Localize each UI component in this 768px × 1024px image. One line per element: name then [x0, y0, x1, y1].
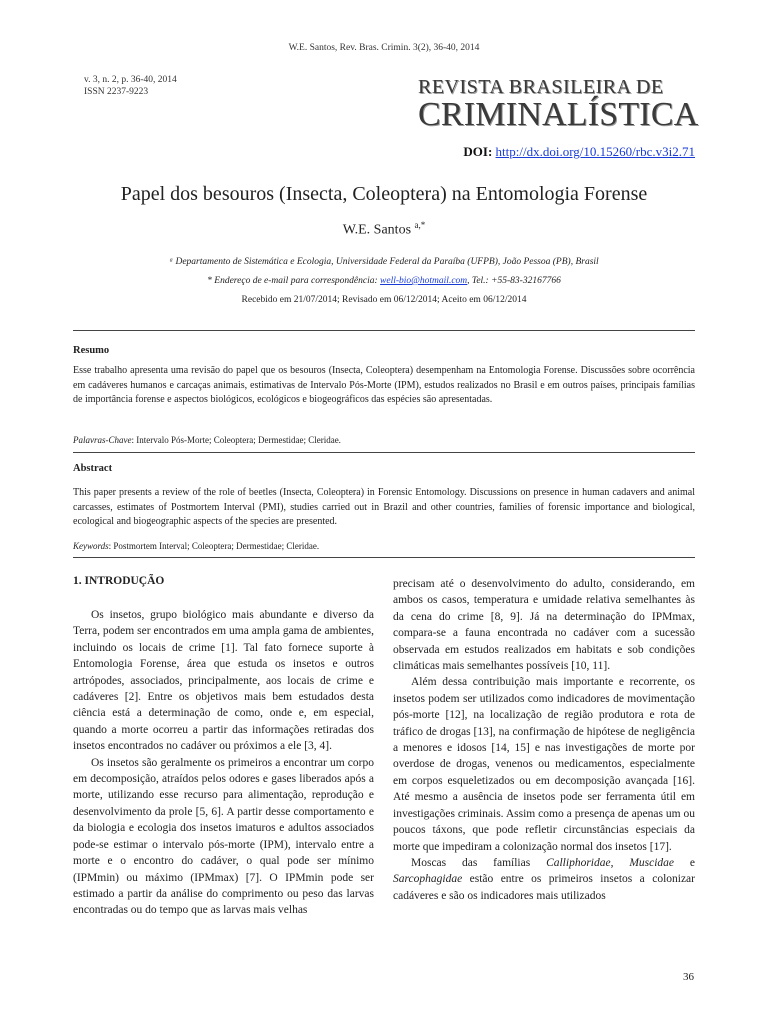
divider [73, 330, 695, 331]
volume-line: v. 3, n. 2, p. 36-40, 2014 [84, 75, 177, 85]
journal-logo [418, 76, 699, 133]
logo-line2: CRIMINALÍSTICA [418, 96, 699, 133]
issn-line: ISSN 2237-9223 [84, 87, 149, 97]
corr-email-link[interactable]: well-bio@hotmail.com [380, 276, 468, 286]
author-name: W.E. Santos [342, 222, 412, 238]
left-column [73, 607, 374, 919]
corr-tel: , Tel.: +55-83-32167766 [467, 276, 561, 286]
paragraph: Os insetos, grupo biológico mais abundante e diverso da Terra, podem ser encontrados em uma ampla gama de ambientes, incluindo os locais de crime [1]. Tal fato fornece suporte à Entomologia Forense, área que estuda os insetos e outros artrópodes, associados, principalmente, aos locais de crime e cadáveres [2]. Entre os objetivos mais bem estudados desta ciência está a determinação de como, onde e, em especial, quando a morte ocorreu a partir das informações retiradas dos insetos encontrados no cadáver ou próximos a ele [3, 4]. [73, 609, 374, 753]
article-title: Papel dos besouros (Insecta, Coleoptera) na Entomologia Forense [120, 183, 648, 205]
divider [73, 452, 695, 453]
section-heading: 1. INTRODUÇÃO [73, 575, 165, 587]
abstract-heading: Abstract [73, 463, 113, 474]
paragraph: precisam até o desenvolvimento do adulto, considerando, em ambos os casos, temperatura e umidade relativa semelhantes às da cena do crime [8, 9]. Já na determinação do IPMmax, compara-se a fauna encontrada no cadáver com a sucessão observada em estudos realizados em habitats e sob condições climáticas mais semelhantes possíveis [10, 11]. [393, 578, 695, 673]
family-name: Sarcophagidae [393, 873, 463, 886]
logo-line1: REVISTA BRASILEIRA DE [418, 76, 664, 98]
kw-text: : Postmortem Interval; Coleoptera; Dermestidae; Cleridae. [108, 541, 320, 551]
divider [73, 557, 695, 558]
family-name: Muscidae [629, 856, 675, 869]
doi-label: DOI: [463, 144, 493, 159]
text-run: Moscas das famílias [411, 856, 547, 869]
kw-label: Keywords [73, 541, 109, 551]
resumo-heading: Resumo [73, 345, 110, 356]
resumo-keywords [73, 435, 695, 445]
correspondence [0, 276, 768, 286]
corr-prefix: * Endereço de e-mail para correspondência: [207, 276, 378, 286]
text-run: estão entre os primeiros insetos a colonizar cadáveres e são os indicadores mais utilizados [393, 873, 695, 902]
author-sup: a,* [414, 220, 426, 230]
paragraph: Os insetos são geralmente os primeiros a encontrar um corpo em decomposição, atraídos pelos odores e gases liberados após a morte, utilizando esse recurso para alimentação, reprodução e desenvolvimento da prole [5, 6]. A partir desse comportamento e da biologia e ecologia dos insetos imaturos e adultos associados pode-se estimar o intervalo pós-morte (IPM), intervalo entre a morte e o encontro do cadáver, o qual pode ser mínimo (IPMmin) ou máximo (IPMmax) [7]. O IPMmin pode ser estimado a partir da análise do comprimento ou peso das larvas encontradas ou do tempo que as larvas mais velhas [73, 756, 374, 917]
doi-line [463, 144, 695, 160]
page-number: 36 [683, 971, 694, 983]
author-line [0, 220, 768, 239]
text-run: , [610, 856, 630, 869]
right-column [393, 576, 695, 904]
article-dates: Recebido em 21/07/2014; Revisado em 06/12/2014; Aceito em 06/12/2014 [241, 295, 527, 305]
affiliation: ᵃ Departamento de Sistemática e Ecologia, Universidade Federal da Paraíba (UFPB), João Pessoa (PB), Brasil [169, 257, 599, 267]
running-header: W.E. Santos, Rev. Bras. Crimin. 3(2), 36-40, 2014 [288, 43, 480, 53]
family-name: Calliphoridae [546, 856, 611, 869]
paragraph [393, 855, 695, 904]
kw-label: Palavras-Chave [73, 435, 132, 445]
text-run: e [674, 856, 696, 869]
doi-link[interactable]: http://dx.doi.org/10.15260/rbc.v3i2.71 [495, 144, 695, 159]
paragraph: Além dessa contribuição mais importante e recorrente, os insetos podem ser utilizados como indicadores de movimentação pós-morte [12], na localização de região produtora e rota de tráfico de drogas [13], na confirmação de hipótese de negligência a menores e idosos [14, 15] e nas investigações de morte por overdose de drogas, venenos ou medicamentos, especialmente em corpos esqueletizados ou em decomposição avançada [16]. Até mesmo a ausência de insetos pode ser ferramenta útil em investigações criminais. Assim como a presença de apenas um ou poucos táxons, que pode refletir circunstâncias especiais da morte que impediram a colonização normal dos insetos [17]. [393, 676, 695, 853]
resumo-text: Esse trabalho apresenta uma revisão do papel que os besouros (Insecta, Coleoptera) desempenham na Entomologia Forense. Discussões sobre ocorrência em cadáveres humanos e carcaças animais, estimativas de Intervalo Pós-Morte (IPM), estudos realizados no Brasil e em outros países, principais famílias de importância forense e aspectos biológicos, ecológicos e biogeográficos das espécies são apresentadas. [73, 365, 695, 405]
abstract-text: This paper presents a review of the role of beetles (Insecta, Coleoptera) in Forensic Entomology. Discussions on presence in human cadavers and animal carcasses, estimates of Postmortem Interval (PMI), studies carried out in Brazil and other countries, families of forensic importance and biological, ecological and biogeographic aspects of the species are presented. [73, 487, 695, 527]
abstract-keywords [73, 541, 695, 551]
kw-text: : Intervalo Pós-Morte; Coleoptera; Dermestidae; Cleridae. [131, 435, 341, 445]
volume-info [84, 74, 177, 98]
